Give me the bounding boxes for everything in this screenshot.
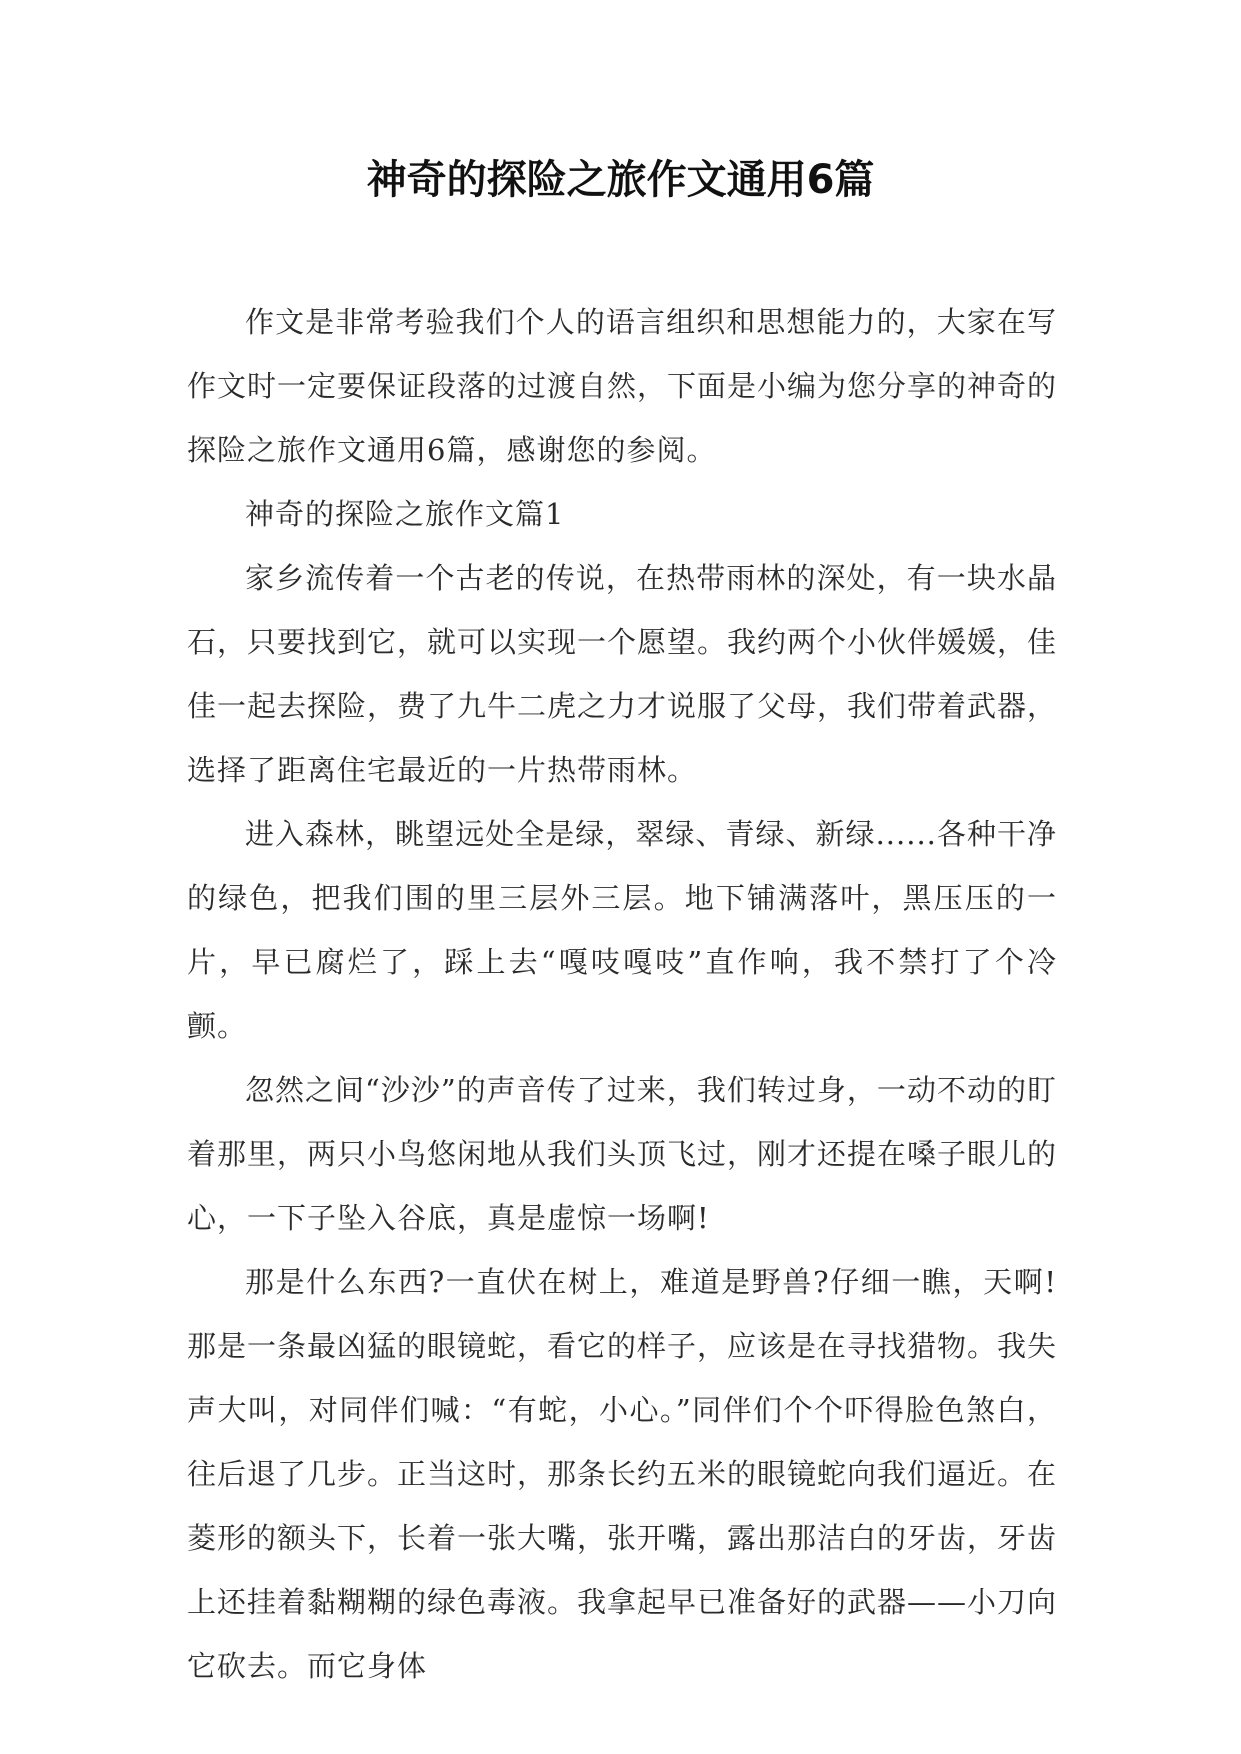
body-paragraph: 那是什么东西?一直伏在树上，难道是野兽?仔细一瞧，天啊!那是一条最凶猛的眼镜蛇，看它的样子，应该是在寻找猎物。我失声大叫，对同伴们喊：“有蛇，小心。”同伴们个个吓得脸色煞白，往后退了几步。正当这时，那条长约五米的眼镜蛇向我们逼近。在菱形的额头下，长着一张大嘴，张开嘴，露出那洁白的牙齿，牙齿上还挂着黏糊糊的绿色毒液。我拿起早已准备好的武器——小刀向它砍去。而它身体	[187, 1265, 1058, 1683]
body-paragraph: 忽然之间“沙沙”的声音传了过来，我们转过身，一动不动的盯着那里，两只小鸟悠闲地从我们头顶飞过，刚才还提在嗓子眼儿的心，一下子坠入谷底，真是虚惊一场啊!	[187, 1073, 1058, 1235]
body-paragraph: 进入森林，眺望远处全是绿，翠绿、青绿、新绿......各种干净的绿色，把我们围的里三层外三层。地下铺满落叶，黑压压的一片，早已腐烂了，踩上去“嘎吱嘎吱”直作响，我不禁打了个冷颤。	[187, 817, 1057, 1043]
section-heading: 神奇的探险之旅作文篇1	[245, 497, 565, 531]
intro-paragraph: 作文是非常考验我们个人的语言组织和思想能力的，大家在写作文时一定要保证段落的过渡自然，下面是小编为您分享的神奇的探险之旅作文通用6篇，感谢您的参阅。	[187, 305, 1058, 467]
document-body	[187, 290, 1057, 1698]
document-title: 神奇的探险之旅作文通用6篇	[366, 157, 875, 203]
body-paragraph: 家乡流传着一个古老的传说，在热带雨林的深处，有一块水晶石，只要找到它，就可以实现一个愿望。我约两个小伙伴媛媛，佳佳一起去探险，费了九牛二虎之力才说服了父母，我们带着武器，选择了距离住宅最近的一片热带雨林。	[187, 561, 1058, 787]
